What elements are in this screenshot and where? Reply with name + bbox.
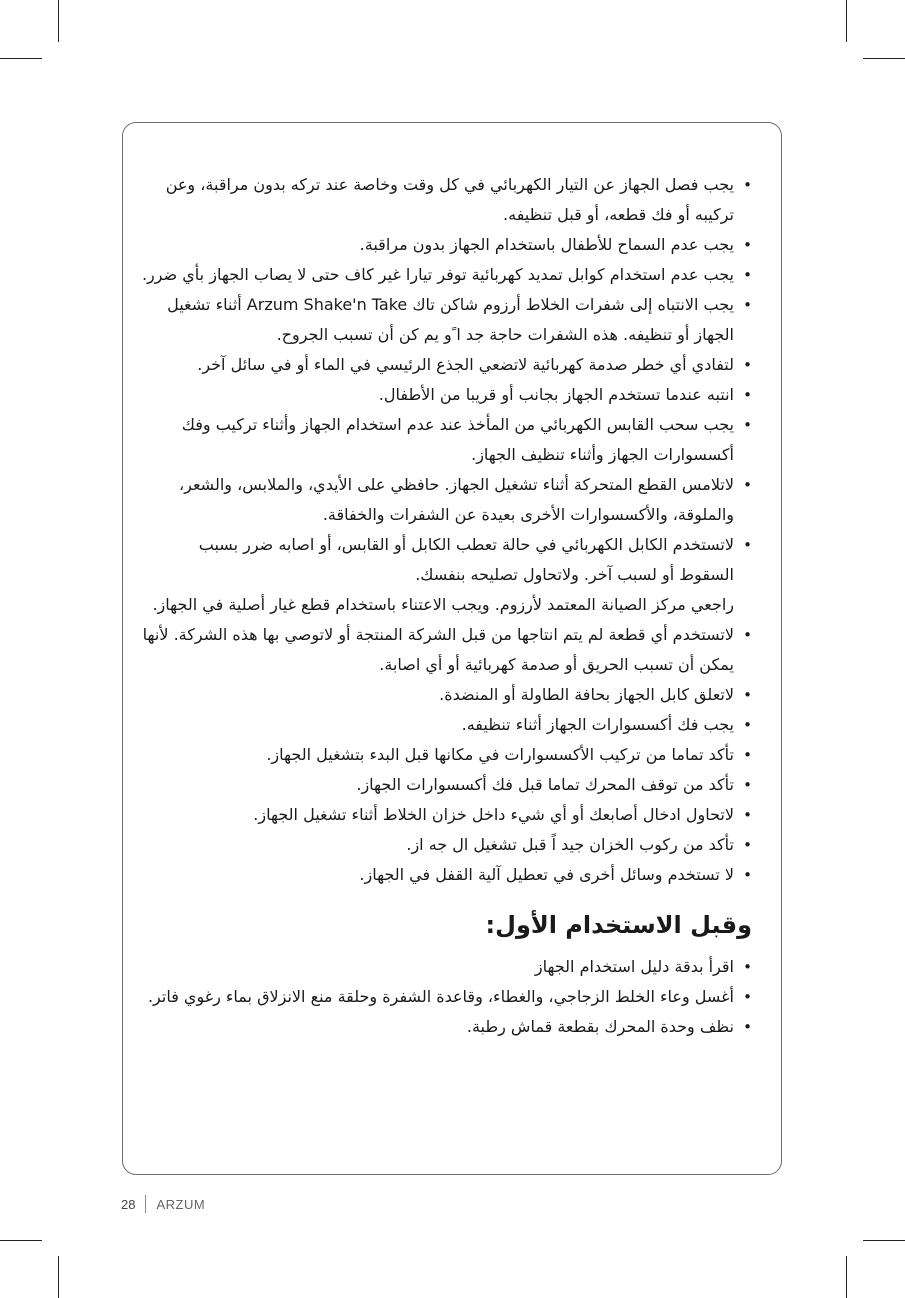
crop-mark <box>58 1256 59 1298</box>
manual-content <box>140 170 752 1042</box>
safety-list-continued <box>140 620 752 890</box>
list-item: • نظف وحدة المحرك بقطعة قماش رطبة. <box>140 1012 752 1042</box>
list-item: • لاتستخدم أي قطعة لم يتم انتاجها من قبل الشركة المنتجة أو لاتوصي بها هذه الشركة. لأنها يمكن أن تسبب الحريق أو صدمة كهربائية أو أي اصابة. <box>140 620 752 680</box>
list-item: • يجب فك أكسسوارات الجهاز أثناء تنظيفه. <box>140 710 752 740</box>
list-item: • يجب عدم استخدام كوابل تمديد كهربائية توفر تيارا غير كاف حتى لا يصاب الجهاز بأي ضرر. <box>140 260 752 290</box>
page-number: 28 <box>121 1196 136 1212</box>
list-item: • تأكد تماما من تركيب الأكسسوارات في مكانها قبل البدء بتشغيل الجهاز. <box>140 740 752 770</box>
first-use-list <box>140 952 752 1042</box>
page-footer <box>121 1192 205 1216</box>
crop-mark <box>863 1240 905 1241</box>
crop-mark <box>863 58 905 59</box>
list-item: • يجب فصل الجهاز عن التيار الكهربائي في كل وقت وخاصة عند تركه بدون مراقبة، وعن تركيبه أو فك قطعه، أو قبل تنظيفه. <box>140 170 752 230</box>
list-item: • يجب سحب القابس الكهربائي من المأخذ عند عدم استخدام الجهاز وأثناء تركيب وفك أكسسوارات الجهاز وأثناء تنظيف الجهاز. <box>140 410 752 470</box>
brand-name: ARZUM <box>156 1196 206 1212</box>
list-item: • تأكد من توقف المحرك تماما قبل فك أكسسوارات الجهاز. <box>140 770 752 800</box>
list-item: • لاتعلق كابل الجهاز بحافة الطاولة أو المنضدة. <box>140 680 752 710</box>
list-item: • أغسل وعاء الخلط الزجاجي، والغطاء، وقاعدة الشفرة وحلقة منع الانزلاق بماء رغوي فاتر. <box>140 982 752 1012</box>
list-item: • تأكد من ركوب الخزان جيد اً قبل تشغيل ال جه از. <box>140 830 752 860</box>
list-item: • انتبه عندما تستخدم الجهاز بجانب أو قريبا من الأطفال. <box>140 380 752 410</box>
crop-mark <box>846 0 847 42</box>
crop-mark <box>0 58 42 59</box>
list-item: • لاتلامس القطع المتحركة أثناء تشغيل الجهاز. حافظي على الأيدي، والملابس، والشعر، والملوقة، والأكسسوارات الأخرى بعيدة عن الشفرات والخفاقة. <box>140 470 752 530</box>
list-item: • لاتحاول ادخال أصابعك أو أي شيء داخل خزان الخلاط أثناء تشغيل الجهاز. <box>140 800 752 830</box>
crop-mark <box>58 0 59 42</box>
crop-mark <box>846 1256 847 1298</box>
service-note: راجعي مركز الصيانة المعتمد لأرزوم. ويجب الاعتناء باستخدام قطع غيار أصلية في الجهاز. <box>152 595 734 614</box>
list-item: • لتفادي أي خطر صدمة كهربائية لاتضعي الجذع الرئيسي في الماء أو في سائل آخر. <box>140 350 752 380</box>
list-item: • يجب عدم السماح للأطفال باستخدام الجهاز بدون مراقبة. <box>140 230 752 260</box>
safety-list <box>140 170 752 590</box>
section-title: وقبل الاستخدام الأول: <box>485 911 752 939</box>
list-item: • لا تستخدم وسائل أخرى في تعطيل آلية القفل في الجهاز. <box>140 860 752 890</box>
list-item: • اقرأ بدقة دليل استخدام الجهاز <box>140 952 752 982</box>
crop-mark <box>0 1240 42 1241</box>
footer-divider <box>145 1195 146 1213</box>
list-item: • لاتستخدم الكابل الكهربائي في حالة تعطب الكابل أو القابس، أو اصابه ضرر بسبب السقوط أو لسبب آخر. ولاتحاول تصليحه بنفسك. <box>140 530 752 590</box>
list-item: • يجب الانتباه إلى شفرات الخلاط أرزوم شاكن تاك Arzum Shake'n Take أثناء تشغيل الجهاز أو تنظيفه. هذه الشفرات حاجة جد ا ًو يم كن أن تسبب الجروح. <box>140 290 752 350</box>
